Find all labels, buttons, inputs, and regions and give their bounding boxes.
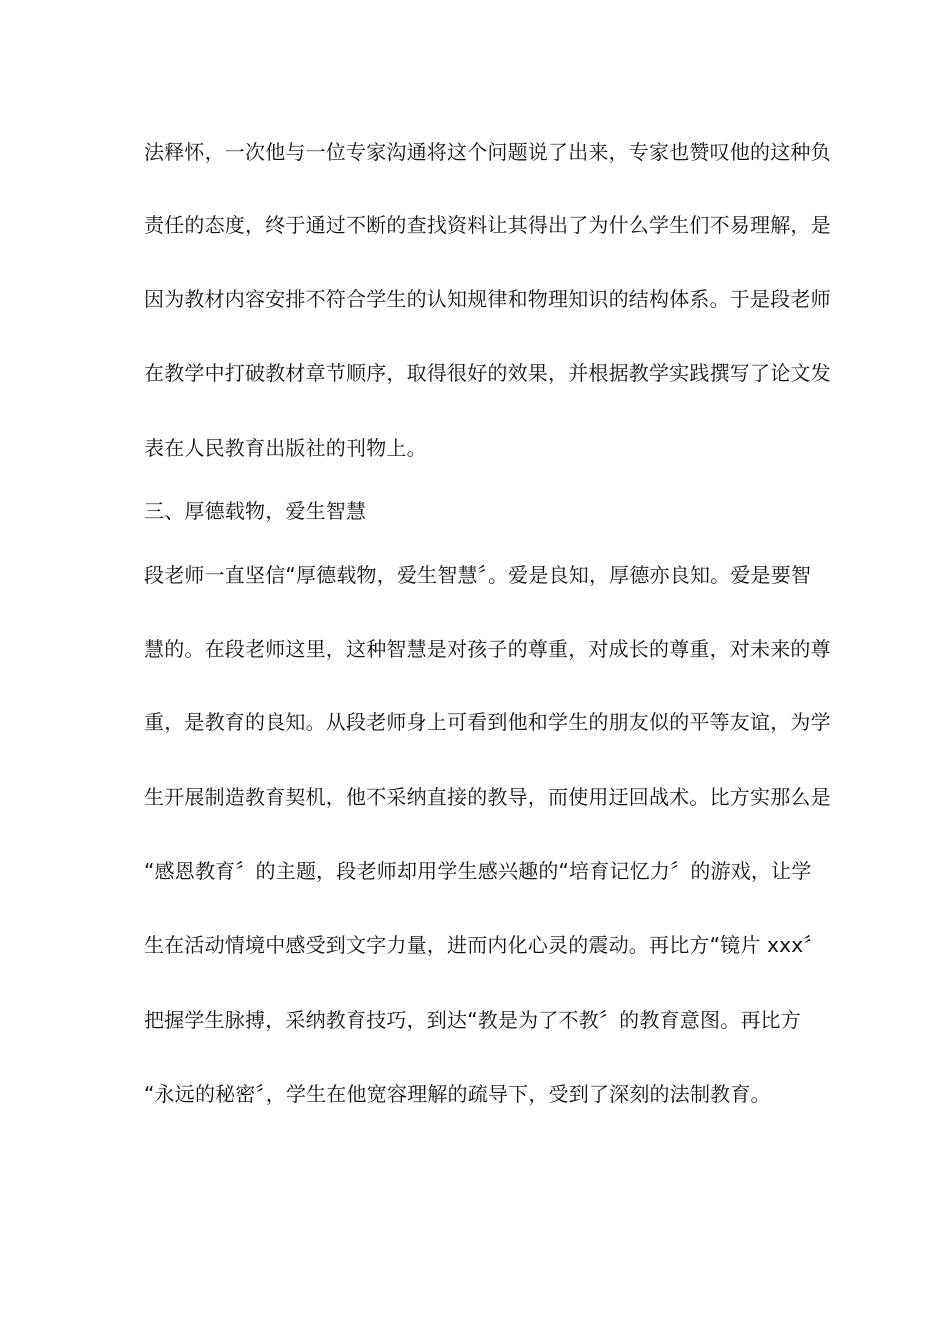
- paragraph-line: 表在人民教育出版社的刊物上。: [144, 436, 427, 460]
- paragraph-line: 段老师一直坚信“厚德载物，爱生智慧〞。爱是良知，厚德亦良知。爱是要智: [144, 563, 812, 587]
- paragraph-line: 生开展制造教育契机，他不采纳直接的教导，而使用迂回战术。比方实那么是: [144, 785, 831, 809]
- paragraph-line: 在教学中打破教材章节顺序，取得很好的效果，并根据教学实践撰写了论文发: [144, 361, 831, 385]
- paragraph-line: “永远的秘密〞，学生在他宽容理解的疏导下，受到了深刻的法制教育。: [144, 1082, 771, 1106]
- paragraph-line: 法释怀，一次他与一位专家沟通将这个问题说了出来，专家也赞叹他的这种负: [144, 140, 831, 164]
- paragraph-line: 重，是教育的良知。从段老师身上可看到他和学生的朋友似的平等友谊，为学: [144, 710, 831, 734]
- paragraph-line: “感恩教育〞的主题，段老师却用学生感兴趣的“培育记忆力〞的游戏，让学: [144, 859, 812, 883]
- paragraph-line: 责任的态度，终于通过不断的查找资料让其得出了为什么学生们不易理解，是: [144, 213, 831, 237]
- paragraph-line: 因为教材内容安排不符合学生的认知规律和物理知识的结构体系。于是段老师: [144, 287, 831, 311]
- section-heading: 三、厚德载物，爱生智慧: [144, 499, 367, 523]
- paragraph-line: 生在活动情境中感受到文字力量，进而内化心灵的震动。再比方“镜片 xxx〞: [144, 933, 824, 957]
- paragraph-line: 把握学生脉搏，采纳教育技巧，到达“教是为了不教〞的教育意图。再比方: [144, 1008, 801, 1032]
- paragraph-line: 慧的。在段老师这里，这种智慧是对孩子的尊重，对成长的尊重，对未来的尊: [144, 637, 831, 661]
